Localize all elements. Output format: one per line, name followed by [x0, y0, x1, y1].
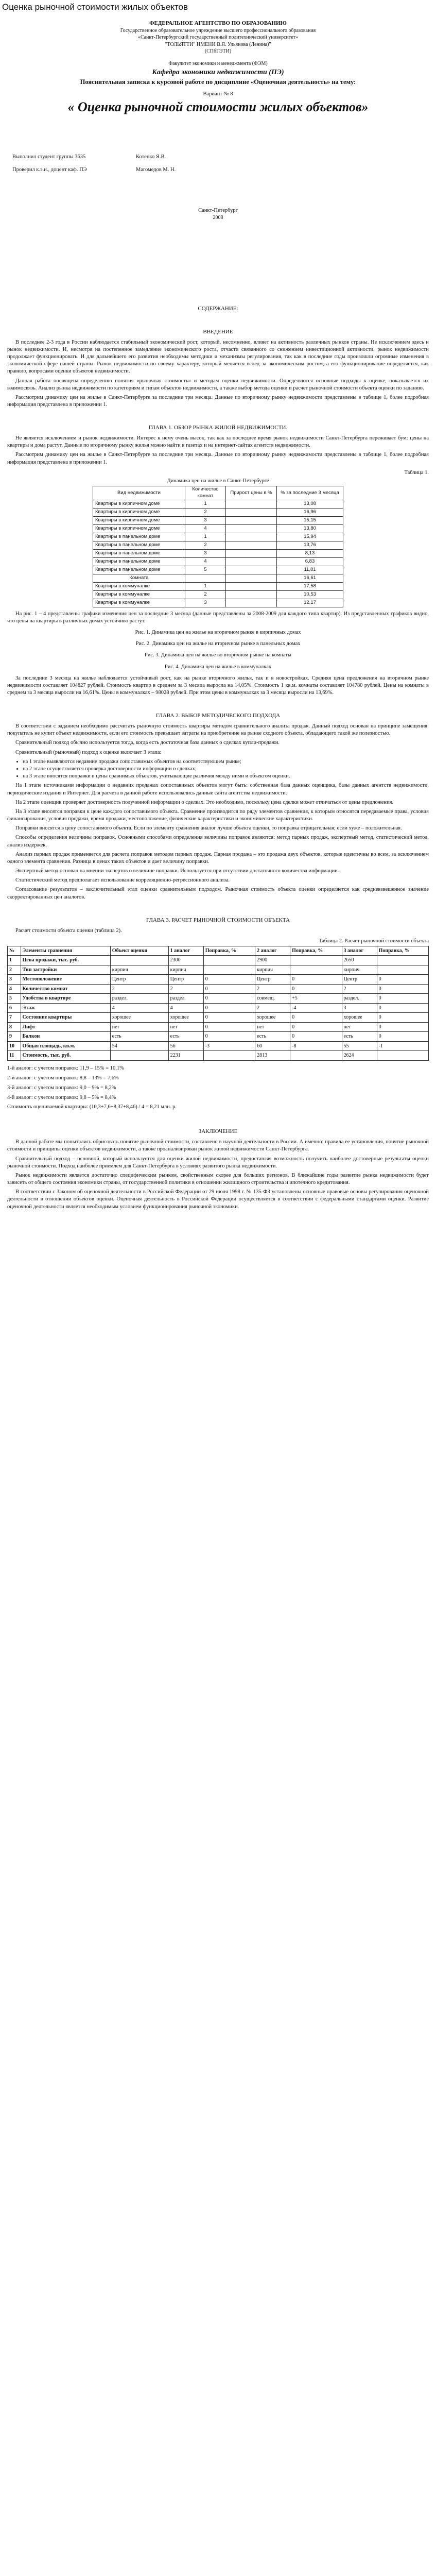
table-2-cell: 2: [342, 984, 377, 994]
table-2-row: [8, 956, 429, 965]
title-page: [7, 20, 429, 298]
conclusion-paragraph-1: В данной работе мы попытались обрисовать понятие рыночной стоимости, составлено в научной деятельности в России. А именно: правила ее установления, понятие рыночной стоимости и принципы оценки объектов недвижимости, а также проанализирован рынок жилой недвижимости Санкт-Петербурга.: [7, 1139, 429, 1153]
table-1-caption: Динамика цен на жилье в Санкт-Петербурге: [167, 478, 269, 484]
intro-paragraph-2: Данная работа посвящена определению понятия «рыночная стоимость» и методам оценки недвижимости. Определяются основные подходы к оценке, показывается их взаимосвязь. Анализ рынка недвижимости по категориям и типам объектов недвижимости, а также выбор метода оценки и расчет рыночной стоимости объекта оценки по заданию.: [7, 378, 429, 391]
table-2-cell: Цена продажи, тыс. руб.: [21, 956, 110, 965]
table-2-cell: -1: [377, 1041, 428, 1051]
table-1-cell: [226, 599, 277, 607]
table-1-row: [93, 500, 343, 508]
table-1-cell: 13,08: [277, 500, 343, 508]
table-2-cell: 60: [255, 1041, 290, 1051]
table-1-cell: Квартиры в коммуналке: [93, 582, 185, 590]
table-1-cell: 15,94: [277, 533, 343, 541]
table-2-cell: [203, 965, 255, 975]
institution-line-4: (СПбГЭТИ): [204, 48, 232, 55]
table-2-cell: хорошее: [255, 1013, 290, 1023]
table-1-cell: 5: [185, 566, 226, 574]
table-2-cell: 3: [342, 1003, 377, 1013]
stage-1: • на 1 этапе выявляются недавние продажи сопоставимых объектов на соответствующем рынке;: [23, 758, 429, 766]
conclusion-paragraph-4: В соответствии с Законом об оценочной деятельности в Российской Федерации от 29 июля 1998 г. № 135-ФЗ установлены основные правовые основы регулирования оценочной деятельности в отношении объектов оценки. Оценочная деятельность в Российской Федерации осуществляется в соответствии с федеральными стандартами оценки. Развитие оценочной деятельности является необходимым условием функционирования рыночной экономики.: [7, 1189, 429, 1210]
table-2-cell: 2: [168, 984, 203, 994]
work-type: Пояснительная записка к курсовой работе по дисциплине «Оценочная деятельность» на тему:: [80, 78, 356, 86]
faculty-name: Факультет экономики и менеджмента (ФЭМ): [168, 60, 268, 66]
figure-3-caption: Рис. 3. Динамика цен на жилье во вторичном рынке на комнаты: [144, 652, 292, 658]
table-2-cell: 0: [377, 1032, 428, 1042]
table-2-cell: Балкон: [21, 1032, 110, 1042]
table-2-cell: кирпич: [255, 965, 290, 975]
chapter-2-heading: ГЛАВА 2. ВЫБОР МЕТОДИЧЕСКОГО ПОДХОДА: [155, 713, 281, 719]
agency-name: ФЕДЕРАЛЬНОЕ АГЕНТСТВО ПО ОБРАЗОВАНИЮ: [149, 20, 287, 26]
table-1-cell: 16,96: [277, 508, 343, 516]
table-1-cell: Квартиры в кирпичном доме: [93, 524, 185, 533]
variant-number: Вариант № 8: [203, 91, 233, 97]
table-2-cell: -3: [203, 1041, 255, 1051]
table-1-cell: 3: [185, 516, 226, 524]
table-1-row: [93, 508, 343, 516]
figure-2-caption: Рис. 2. Динамика цен на жилье на вторичном рынке в панельных домах: [135, 641, 301, 647]
table-2-cell: хорошее: [110, 1013, 168, 1023]
calculations: [7, 1064, 429, 1112]
table-1-cell: [226, 524, 277, 533]
table-2-header: Элементы сравнения: [21, 946, 110, 956]
table-2-cell: [290, 956, 342, 965]
table-2-cell: раздел.: [110, 994, 168, 1004]
conclusion-paragraph-3: Рынок недвижимости является достаточно специфическим рынком, свойственным скорее для больших регионов. В ближайшие годы развитие рынка недвижимости будет зависеть от общего состояния экономики страны, от государственной политики в отношении жилищного строительства и ипотечного кредитования.: [7, 1172, 429, 1186]
ch1-paragraph-2: Рассмотрим динамику цен на жилье в Санкт-Петербурге за последние три месяца. Данные по вторичному рынку недвижимости представлены в таблице 1, более подробная информация представлена в приложении 1.: [7, 452, 429, 465]
table-2-cell: 4: [168, 1003, 203, 1013]
conclusion-heading: ЗАКЛЮЧЕНИЕ: [198, 1128, 238, 1135]
table-1-cell: Квартиры в кирпичном доме: [93, 516, 185, 524]
table-2-cell: -4: [290, 1003, 342, 1013]
table-2-cell: Центр: [342, 975, 377, 985]
table-2-cell: 2: [255, 984, 290, 994]
table-2-cell: 0: [290, 975, 342, 985]
table-2-header: Поправка, %: [203, 946, 255, 956]
table-1-cell: 2: [185, 541, 226, 549]
table-2-cell: кирпич: [342, 965, 377, 975]
table-2-cell: 2900: [255, 956, 290, 965]
table-1-number: Таблица 1.: [404, 469, 429, 476]
table-2-cell: 5: [8, 994, 21, 1004]
table-1-cell: 6,83: [277, 557, 343, 566]
table-2-cell: 0: [203, 984, 255, 994]
table-1-cell: Квартиры в панельном доме: [93, 533, 185, 541]
city: Санкт-Петербург: [198, 207, 238, 213]
intro-paragraph-1: В последнее 2-3 года в России наблюдается стабильный экономический рост, который, несомненно, влияет на активность различных рынков страны. Не исключением здесь и рынок недвижимости. И, несмотря на постепенное замедление экономического роста, отчасти связанного со снижением инвестиционной активности, рынок недвижимости продолжает функционировать. И для дальнейшего его развития необходимы методики и механизмы регулирования, так как в последние годы произошли огромные изменения в экономической сфере нашей страны. Рынок недвижимости по своему характеру, который меняется вслед за экономическим ростом, а его функционирование определяется, как правило, вопросами оценки объектов недвижимости.: [7, 339, 429, 375]
table-2-cell: 2: [8, 965, 21, 975]
table-2-cell: 2300: [168, 956, 203, 965]
chapter-3-heading: ГЛАВА 3. РАСЧЕТ РЫНОЧНОЙ СТОИМОСТИ ОБЪЕКТА: [146, 917, 290, 923]
table-2-cell: Удобства в квартире: [21, 994, 110, 1004]
ch2-paragraph-11: Статистический метод предполагает использование корреляционно-регрессионного анализа.: [15, 877, 230, 884]
table-1-row: [93, 557, 343, 566]
table-2-cell: 2813: [255, 1051, 290, 1061]
table-1-cell: Комната: [93, 574, 185, 582]
table-1-cell: 2: [185, 508, 226, 516]
table-1-cell: 10,53: [277, 590, 343, 599]
checker-label: Проверил к.э.н., доцент каф. ПЭ: [12, 166, 87, 173]
table-2-header: №: [8, 946, 21, 956]
table-1-cell: 3: [185, 549, 226, 557]
table-2-header: Объект оценки: [110, 946, 168, 956]
price-dynamics-table: [93, 486, 343, 607]
table-1-cell: Квартиры в панельном доме: [93, 549, 185, 557]
table-1-cell: [226, 516, 277, 524]
table-1-header: Прирост цены в %: [226, 486, 277, 500]
table-2-cell: 9: [8, 1032, 21, 1042]
table-2-row: [8, 984, 429, 994]
table-2-cell: 0: [290, 984, 342, 994]
table-2-cell: 0: [203, 1003, 255, 1013]
table-2-cell: 11: [8, 1051, 21, 1061]
table-2-row: [8, 1013, 429, 1023]
table-1-cell: [226, 508, 277, 516]
ch2-paragraph-7: Поправки вносятся в цену сопоставимого объекта. Если по элементу сравнения аналог лучше объекта оценки, то поправка отрицательная; если хуже – положительная.: [15, 825, 402, 832]
table-1-cell: 3: [185, 599, 226, 607]
table-2-cell: 0: [377, 1003, 428, 1013]
table-2-cell: Лифт: [21, 1022, 110, 1032]
table-2-cell: Этаж: [21, 1003, 110, 1013]
table-1-cell: 2: [185, 590, 226, 599]
table-1-cell: Квартиры в кирпичном доме: [93, 500, 185, 508]
table-2-cell: Количество комнат: [21, 984, 110, 994]
table-2-row: [8, 994, 429, 1004]
table-1-row: [93, 590, 343, 599]
table-2-cell: [110, 1051, 168, 1061]
table-2-cell: Центр: [255, 975, 290, 985]
table-2-cell: 0: [203, 1022, 255, 1032]
table-2-cell: Тип застройки: [21, 965, 110, 975]
table-1-cell: Квартиры в коммуналке: [93, 599, 185, 607]
document-title: Оценка рыночной стоимости жилых объектов: [2, 2, 188, 12]
table-1-cell: [226, 582, 277, 590]
table-2-cell: нет: [110, 1022, 168, 1032]
table-2-cell: 6: [8, 1003, 21, 1013]
ch2-paragraph-6: На 3 этапе вносятся поправки к цене каждого сопоставимого объекта. Сравнение производится по ряду элементов сравнения, к которым относятся передаваемые права, условия финансирования, условия продажи, время продажи, местоположение, физические характеристики и экономические характеристики.: [7, 808, 429, 822]
ch2-paragraph-10: Экспертный метод основан на мнении экспертов о величине поправки. Используется при отсутствии достаточного количества информации.: [15, 868, 339, 874]
table-2-cell: 56: [168, 1041, 203, 1051]
table-2-cell: Центр: [110, 975, 168, 985]
chapter-1-heading: ГЛАВА 1. ОБЗОР РЫНКА ЖИЛОЙ НЕДВИЖИМОСТИ.: [148, 425, 288, 431]
table-1-cell: 8,13: [277, 549, 343, 557]
table-2-cell: 0: [290, 1013, 342, 1023]
year: 2008: [213, 215, 223, 221]
table-1-row: [93, 549, 343, 557]
table-1-cell: 17,58: [277, 582, 343, 590]
table-2-cell: 2650: [342, 956, 377, 965]
table-2-cell: [290, 1051, 342, 1061]
checker-name: Магомедов М. Н.: [136, 166, 176, 173]
table-2-row: [8, 1041, 429, 1051]
table-1-cell: 12,17: [277, 599, 343, 607]
table-1-header: Вид недвижимости: [93, 486, 185, 500]
table-2-cell: нет: [168, 1022, 203, 1032]
table-1-cell: 11,81: [277, 566, 343, 574]
table-2-cell: 0: [203, 1013, 255, 1023]
table-1-row: [93, 566, 343, 574]
table-1-cell: 4: [185, 524, 226, 533]
table-1-row: [93, 524, 343, 533]
table-2-row: [8, 1003, 429, 1013]
table-1-cell: Квартиры в панельном доме: [93, 541, 185, 549]
ch2-paragraph-4: На 1 этапе источниками информации о недавних продажах сопоставимых объектов могут быть: собственная база данных оценщика, базы данных агентств недвижимости, периодические издания и Интернет. Для расчета в данной работе использовались данные сайта агентства недвижимости.: [7, 783, 429, 796]
table-2-cell: нет: [255, 1022, 290, 1032]
institution-line-2: «Санкт-Петербургский государственный политехнический университет»: [137, 35, 299, 41]
table-1-cell: [226, 500, 277, 508]
calc-line-1: 1-й аналог: с учетом поправок: 11,9 – 15% = 10,1%: [7, 1065, 124, 1071]
figure-1-caption: Рис. 1. Динамика цен на жилье на вторичном рынке в кирпичных домах: [135, 630, 301, 636]
contents-heading: СОДЕРЖАНИЕ:: [198, 306, 238, 312]
table-2-cell: 0: [377, 984, 428, 994]
ch1-paragraph-3: На рис. 1 – 4 представлены графики изменения цен за последние 3 месяца (данные представлены за 2008-2009 для каждого типа квартир). Из представленных графиков видно, что цены на квартиры в различных домах устойчиво растут.: [7, 611, 429, 624]
table-1-cell: 1: [185, 500, 226, 508]
stages-list: [7, 758, 429, 781]
table-2-cell: раздел.: [168, 994, 203, 1004]
table-1-cell: Квартиры в коммуналке: [93, 590, 185, 599]
people-block: [12, 150, 429, 176]
table-1-cell: Квартиры в панельном доме: [93, 566, 185, 574]
intro-heading: ВВЕДЕНИЕ: [203, 328, 233, 335]
student-name: Котенко Я.В.: [136, 154, 166, 160]
ch2-paragraph-12: Согласование результатов – заключительный этап оценки сравнительным подходом. Рыночная стоимость объекта оценки определяется как средневзвешенное значение скорректированных цен аналогов.: [7, 887, 429, 900]
table-1-row: [93, 516, 343, 524]
table-2-cell: 10: [8, 1041, 21, 1051]
table-2-cell: 1: [8, 956, 21, 965]
table-1-cell: 15,15: [277, 516, 343, 524]
table-2-number: Таблица 2. Расчет рыночной стоимости объекта: [319, 938, 429, 944]
table-2-cell: раздел.: [342, 994, 377, 1004]
ch1-paragraph-4: За последние 3 месяца на жилье наблюдается устойчивый рост, как на рынке вторичного жилья, так и в новостройках. Средняя цена предложения на вторичном рынке недвижимости составляет 104827 рублей. Стоимость квартир в среднем за 3 месяца выросла на 14,05%. Стоимость 1 кв.м. комнаты составляет 104780 рублей. Цены на комнаты в среднем за 3 месяца выросли на 16,61%. Цены в коммуналках – 98028 рублей. При этом цены в коммуналках за 3 месяца выросли на 13,69%.: [7, 675, 429, 696]
table-2-cell: -8: [290, 1041, 342, 1051]
table-2-cell: кирпич: [110, 965, 168, 975]
department-name: Кафедра экономики недвижимости (ПЭ): [152, 69, 284, 77]
table-2-header: 3 аналог: [342, 946, 377, 956]
table-1-cell: [226, 566, 277, 574]
table-2-cell: 54: [110, 1041, 168, 1051]
figure-4-caption: Рис. 4. Динамика цен на жилье в коммуналках: [164, 664, 272, 670]
table-1-cell: [226, 549, 277, 557]
work-topic: « Оценка рыночной стоимости жилых объектов»: [67, 99, 369, 115]
table-2-cell: 4: [110, 1003, 168, 1013]
table-2-cell: [203, 1051, 255, 1061]
table-2-cell: хорошее: [342, 1013, 377, 1023]
table-2-cell: 0: [377, 994, 428, 1004]
table-1-row: [93, 541, 343, 549]
table-2-header: Поправка, %: [290, 946, 342, 956]
ch2-paragraph-3: Сравнительный (рыночный) подход к оценке включает 3 этапа:: [15, 749, 162, 755]
table-1-cell: 13,76: [277, 541, 343, 549]
table-2-cell: 0: [377, 1022, 428, 1032]
institution-line-1: Государственное образовательное учреждение высшего профессионального образования: [120, 27, 316, 33]
ch2-paragraph-9: Анализ парных продаж применяется для расчета поправок методом парных продаж. Парная продажа – это продажа двух объектов, которые идентичны во всем, за исключением одного элемента сравнения. Разница в ценах таких объектов и дает величину поправки.: [7, 851, 429, 865]
table-2-cell: [110, 956, 168, 965]
ch2-paragraph-5: На 2 этапе оценщик проверяет достоверность полученной информации о сделках. Это необходимо, поскольку цена сделки может отличаться от цены предложения.: [15, 799, 394, 805]
table-1-cell: 16,61: [277, 574, 343, 582]
table-2-cell: 7: [8, 1013, 21, 1023]
calc-line-2: 2-й аналог: с учетом поправок: 8,8 – 13% = 7,6%: [7, 1075, 119, 1081]
table-2-cell: 0: [203, 975, 255, 985]
valuation-result: Стоимость оцениваемой квартиры: (10,3+7,6+8,37+8,46) / 4 = 8,21 млн. р.: [7, 1104, 177, 1110]
table-1-cell: [185, 574, 226, 582]
table-2-cell: 2624: [342, 1051, 377, 1061]
table-2-cell: 4: [8, 984, 21, 994]
table-2-cell: [203, 956, 255, 965]
table-2-cell: 0: [203, 994, 255, 1004]
table-2-cell: [377, 956, 428, 965]
table-1-header: Количество комнат: [185, 486, 226, 500]
calc-line-4: 4-й аналог: с учетом поправок: 9,8 – 5% = 8,4%: [7, 1094, 116, 1100]
table-2-cell: кирпич: [168, 965, 203, 975]
table-2-cell: 0: [377, 1013, 428, 1023]
ch1-paragraph-1: Не является исключением и рынок недвижимости. Интерес к нему очень высок, так как за последнее время рынок недвижимости Санкт-Петербурга переживает бум: цены на квартиры и дома растут. Данные по вторичному рынку жилья можно найти в газетах и на интернет-сайтах агентств недвижимости.: [7, 435, 429, 449]
table-1-cell: [226, 541, 277, 549]
student-label: Выполнил студент группы 3635: [12, 154, 86, 160]
table-2-cell: +5: [290, 994, 342, 1004]
ch2-paragraph-1: В соответствии с заданием необходимо рассчитать рыночную стоимость квартиры методом сравнительного анализа продаж. Данный подход основан на принципе замещения: покупатель не купит объект недвижимости, если его стоимость превышает затраты на приобретение на рынке сходного объекта, обладающего такой же полезностью.: [7, 723, 429, 737]
table-2-cell: Местоположение: [21, 975, 110, 985]
table-1-header: % за последние 3 месяца: [277, 486, 343, 500]
institution-line-3: "ТОЛЬЯТТИ" ИМЕНИ В.Я. Ульянова (Ленина)": [165, 41, 271, 47]
table-1-cell: 4: [185, 557, 226, 566]
table-1-row: [93, 582, 343, 590]
table-1-cell: [226, 557, 277, 566]
table-1-cell: 1: [185, 582, 226, 590]
table-2-cell: хорошее: [168, 1013, 203, 1023]
table-2-cell: 55: [342, 1041, 377, 1051]
table-2-cell: есть: [342, 1032, 377, 1042]
table-2-cell: 0: [377, 975, 428, 985]
table-2-cell: Стоимость, тыс. руб.: [21, 1051, 110, 1061]
table-2-cell: [290, 965, 342, 975]
table-2-cell: [377, 1051, 428, 1061]
table-2-cell: 2231: [168, 1051, 203, 1061]
table-1-cell: [226, 533, 277, 541]
table-2-row: [8, 965, 429, 975]
calc-line-3: 3-й аналог: с учетом поправок: 9,0 – 9% = 8,2%: [7, 1084, 116, 1091]
table-2-cell: есть: [110, 1032, 168, 1042]
table-1-cell: Квартиры в кирпичном доме: [93, 508, 185, 516]
table-1-cell: [226, 590, 277, 599]
table-1-cell: [226, 574, 277, 582]
intro-paragraph-3: Рассмотрим динамику цен на жилье в Санкт-Петербурге за последние три месяца. Данные по вторичному рынку недвижимости представлены в таблице 1, более подробная информация представлена в приложении 1.: [7, 394, 429, 408]
table-2-cell: 3: [8, 975, 21, 985]
table-2-row: [8, 1051, 429, 1061]
ch2-paragraph-8: Способы определения величины поправок. Основными способами определения величины поправок являются: метод парных продаж, экспертный метод, статистический метод, анализ издержек.: [7, 835, 429, 848]
table-2-cell: 0: [290, 1032, 342, 1042]
ch2-paragraph-2: Сравнительный подход обычно используется тогда, когда есть достаточная база данных о сделках купли-продажи.: [15, 740, 280, 746]
table-2-cell: есть: [255, 1032, 290, 1042]
valuation-table: [7, 946, 429, 1061]
table-2-header: 2 аналог: [255, 946, 290, 956]
table-2-cell: [377, 965, 428, 975]
table-2-cell: 2: [255, 1003, 290, 1013]
table-2-cell: Общая площадь, кв.м.: [21, 1041, 110, 1051]
table-2-row: [8, 975, 429, 985]
stage-3: • на 3 этапе вносятся поправки в цены сравнимых объектов, учитывающие различия между ними и объектом оценки.: [23, 773, 429, 780]
table-2-row: [8, 1032, 429, 1042]
table-2-header: 1 аналог: [168, 946, 203, 956]
table-2-cell: 0: [290, 1022, 342, 1032]
table-2-header: Поправка, %: [377, 946, 428, 956]
stage-2: • на 2 этапе осуществляется проверка достоверности информации о сделках;: [23, 766, 429, 773]
table-2-cell: Состояние квартиры: [21, 1013, 110, 1023]
table-2-cell: нет: [342, 1022, 377, 1032]
ch3-paragraph-1: Расчет стоимости объекта оценки (таблица 2).: [15, 927, 122, 934]
table-1-cell: Квартиры в панельном доме: [93, 557, 185, 566]
table-1-row: [93, 574, 343, 582]
table-2-cell: 0: [203, 1032, 255, 1042]
table-2-row: [8, 1022, 429, 1032]
table-2-cell: есть: [168, 1032, 203, 1042]
table-1-row: [93, 533, 343, 541]
table-2-cell: совмещ.: [255, 994, 290, 1004]
table-1-cell: 13,80: [277, 524, 343, 533]
table-2-cell: Центр: [168, 975, 203, 985]
table-2-cell: 2: [110, 984, 168, 994]
conclusion-paragraph-2: Сравнительный подход – основной, который используется для оценки жилой недвижимости, предоставляя возможность получить наиболее достоверные результаты оценки рыночной стоимости. Подход наиболее приемлем для Санкт-Петербурга в условиях развитого рынка недвижимости.: [7, 1156, 429, 1169]
table-1-cell: 1: [185, 533, 226, 541]
table-1-row: [93, 599, 343, 607]
table-2-cell: 8: [8, 1022, 21, 1032]
